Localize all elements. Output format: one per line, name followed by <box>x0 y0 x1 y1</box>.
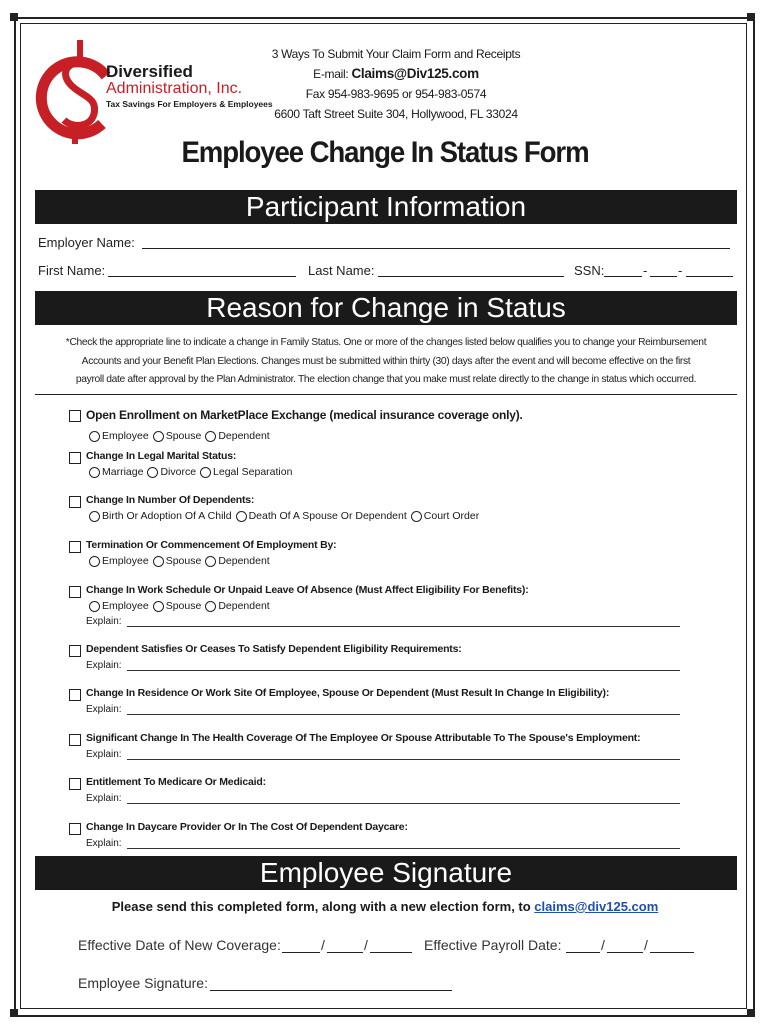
options-row <box>89 510 483 522</box>
ssn-separator: - <box>678 263 683 278</box>
contact-address: 6600 Taft Street Suite 304, Hollywood, FL 33024 <box>274 107 518 121</box>
radio-button[interactable] <box>147 467 158 478</box>
radio-button[interactable] <box>89 467 100 478</box>
effective-date-year-field[interactable] <box>370 938 412 953</box>
explain-label: Explain: <box>86 838 122 849</box>
radio-option[interactable] <box>89 600 149 612</box>
checkbox[interactable] <box>69 452 81 464</box>
radio-option[interactable] <box>205 600 269 612</box>
explain-field[interactable] <box>127 803 680 804</box>
option-label: Dependent <box>218 430 270 442</box>
checkbox[interactable] <box>69 410 81 422</box>
effective-payroll-label: Effective Payroll Date: <box>424 937 562 953</box>
brand-name-line2: Administration, Inc. <box>106 80 243 97</box>
explain-field[interactable] <box>127 714 680 715</box>
reason-label: Entitlement To Medicare Or Medicaid: <box>86 776 266 788</box>
employee-signature-label: Employee Signature: <box>78 975 208 991</box>
radio-button[interactable] <box>153 556 164 567</box>
ssn-field-part1[interactable] <box>604 262 642 277</box>
employer-name-field[interactable] <box>142 234 730 249</box>
date-separator: / <box>364 937 368 953</box>
explain-label: Explain: <box>86 616 122 627</box>
radio-option[interactable] <box>205 555 269 567</box>
ssn-field-part2[interactable] <box>650 262 677 277</box>
frame-corner <box>10 1009 18 1017</box>
option-label: Spouse <box>165 430 202 442</box>
explain-field[interactable] <box>127 626 680 627</box>
send-text: Please send this completed form, along with a new election form, to <box>111 899 535 914</box>
signature-heading: Employee Signature <box>35 856 737 890</box>
radio-option[interactable] <box>89 466 143 478</box>
checkbox[interactable] <box>69 778 81 790</box>
explain-label: Explain: <box>86 660 122 671</box>
checkbox[interactable] <box>69 734 81 746</box>
explain-label: Explain: <box>86 793 122 804</box>
option-label: Employee <box>102 600 149 612</box>
option-label: Marriage <box>102 466 144 478</box>
date-separator: / <box>644 937 648 953</box>
radio-button[interactable] <box>205 556 216 567</box>
explain-field[interactable] <box>127 670 680 671</box>
reason-label: Significant Change In The Health Coverage Of The Employee Or Spouse Attributable To The Spouse's Employment: <box>86 732 641 744</box>
employee-signature-field[interactable] <box>210 976 452 991</box>
radio-button[interactable] <box>89 601 100 612</box>
radio-option[interactable] <box>89 555 149 567</box>
reason-label: Open Enrollment on MarketPlace Exchange (medical insurance coverage only). <box>86 408 523 422</box>
last-name-field[interactable] <box>378 262 564 277</box>
radio-button[interactable] <box>153 601 164 612</box>
reason-label: Dependent Satisfies Or Ceases To Satisfy Dependent Eligibility Requirements: <box>86 643 462 655</box>
checkbox[interactable] <box>69 645 81 657</box>
option-label: Death Of A Spouse Or Dependent <box>248 510 407 522</box>
radio-option[interactable] <box>147 466 196 478</box>
instructions-note <box>55 334 717 390</box>
effective-date-month-field[interactable] <box>282 938 320 953</box>
checkbox[interactable] <box>69 689 81 701</box>
radio-button[interactable] <box>153 431 164 442</box>
date-separator: / <box>321 937 325 953</box>
options-row <box>89 430 274 442</box>
radio-option[interactable] <box>89 510 232 522</box>
options-row <box>89 600 274 612</box>
option-label: Employee <box>102 430 149 442</box>
explain-field[interactable] <box>127 848 680 849</box>
email-link[interactable]: Claims@Div125.com <box>351 66 479 81</box>
options-row <box>89 466 296 478</box>
radio-button[interactable] <box>89 556 100 567</box>
contact-fax: Fax 954-983-9695 or 954-983-0574 <box>305 87 487 101</box>
payroll-date-month-field[interactable] <box>566 938 600 953</box>
first-name-label: First Name: <box>38 263 106 278</box>
employer-name-label: Employer Name: <box>38 235 135 250</box>
send-instructions <box>0 899 770 914</box>
reason-label: Termination Or Commencement Of Employment By: <box>86 539 337 551</box>
option-label: Employee <box>102 555 149 567</box>
radio-button[interactable] <box>205 601 216 612</box>
radio-button[interactable] <box>89 431 100 442</box>
radio-button[interactable] <box>205 431 216 442</box>
radio-option[interactable] <box>411 510 479 522</box>
option-label: Birth Or Adoption Of A Child <box>102 510 232 522</box>
radio-button[interactable] <box>200 467 211 478</box>
reason-heading: Reason for Change in Status <box>35 291 737 325</box>
radio-option[interactable] <box>200 466 292 478</box>
option-label: Court Order <box>423 510 480 522</box>
note-line: *Check the appropriate line to indicate a change in Family Status. One or more of the changes listed below qualifies you to change your Reimbursement <box>65 337 707 348</box>
brand-name: Diversified <box>106 62 193 81</box>
brand-block <box>106 63 273 109</box>
checkbox[interactable] <box>69 823 81 835</box>
radio-option[interactable] <box>205 430 269 442</box>
option-label: Spouse <box>165 600 202 612</box>
checkbox[interactable] <box>69 541 81 553</box>
reason-label: Change In Legal Marital Status: <box>86 450 237 462</box>
reason-label: Change In Work Schedule Or Unpaid Leave Of Absence (Must Affect Eligibility For Benefits): <box>86 584 529 596</box>
option-label: Dependent <box>218 600 270 612</box>
explain-label: Explain: <box>86 749 122 760</box>
first-name-field[interactable] <box>108 262 296 277</box>
divider <box>35 394 737 395</box>
frame-corner <box>10 13 18 21</box>
radio-option[interactable] <box>89 430 149 442</box>
last-name-label: Last Name: <box>308 263 375 278</box>
checkbox[interactable] <box>69 586 81 598</box>
reason-label: Change In Daycare Provider Or In The Cost Of Dependent Daycare: <box>86 821 408 833</box>
date-separator: / <box>601 937 605 953</box>
radio-button[interactable] <box>411 511 422 522</box>
participant-heading: Participant Information <box>35 190 737 224</box>
send-email-link[interactable]: claims@div125.com <box>534 899 659 914</box>
effective-date-day-field[interactable] <box>327 938 363 953</box>
ssn-field-part3[interactable] <box>686 262 733 277</box>
brand-tagline: Tax Savings For Employers & Employees <box>106 99 273 109</box>
ssn-separator: - <box>643 263 648 278</box>
ssn-label: SSN: <box>574 263 605 278</box>
payroll-date-day-field[interactable] <box>607 938 643 953</box>
radio-option[interactable] <box>153 555 202 567</box>
note-line: Accounts and your Benefit Plan Elections. Changes must be submitted within thirty (30) days after the event and will become effective on the first <box>81 355 691 367</box>
radio-option[interactable] <box>236 510 407 522</box>
frame-corner <box>747 1009 755 1017</box>
radio-option[interactable] <box>153 600 202 612</box>
contact-block <box>258 44 534 124</box>
radio-option[interactable] <box>153 430 202 442</box>
checkbox[interactable] <box>69 496 81 508</box>
option-label: Dependent <box>218 555 270 567</box>
page-title: Employee Change In Status Form <box>181 136 589 169</box>
reason-label: Change In Number Of Dependents: <box>86 494 255 506</box>
option-label: Divorce <box>160 466 197 478</box>
contact-title: 3 Ways To Submit Your Claim Form and Receipts <box>271 47 521 61</box>
note-line: payroll date after approval by the Plan Administrator. The election change that you make must relate directly to the change in status which occurred. <box>75 374 697 385</box>
option-label: Legal Separation <box>213 466 293 478</box>
option-label: Spouse <box>165 555 202 567</box>
reason-label: Change In Residence Or Work Site Of Employee, Spouse Or Dependent (Must Result In Change In Eligibility): <box>86 687 610 699</box>
options-row <box>89 555 274 567</box>
contact-email <box>258 64 534 84</box>
effective-date-label: Effective Date of New Coverage: <box>78 937 281 953</box>
email-label: E-mail: <box>313 67 352 81</box>
payroll-date-year-field[interactable] <box>650 938 694 953</box>
frame-corner <box>747 13 755 21</box>
radio-button[interactable] <box>89 511 100 522</box>
explain-label: Explain: <box>86 704 122 715</box>
explain-field[interactable] <box>127 759 680 760</box>
radio-button[interactable] <box>236 511 247 522</box>
